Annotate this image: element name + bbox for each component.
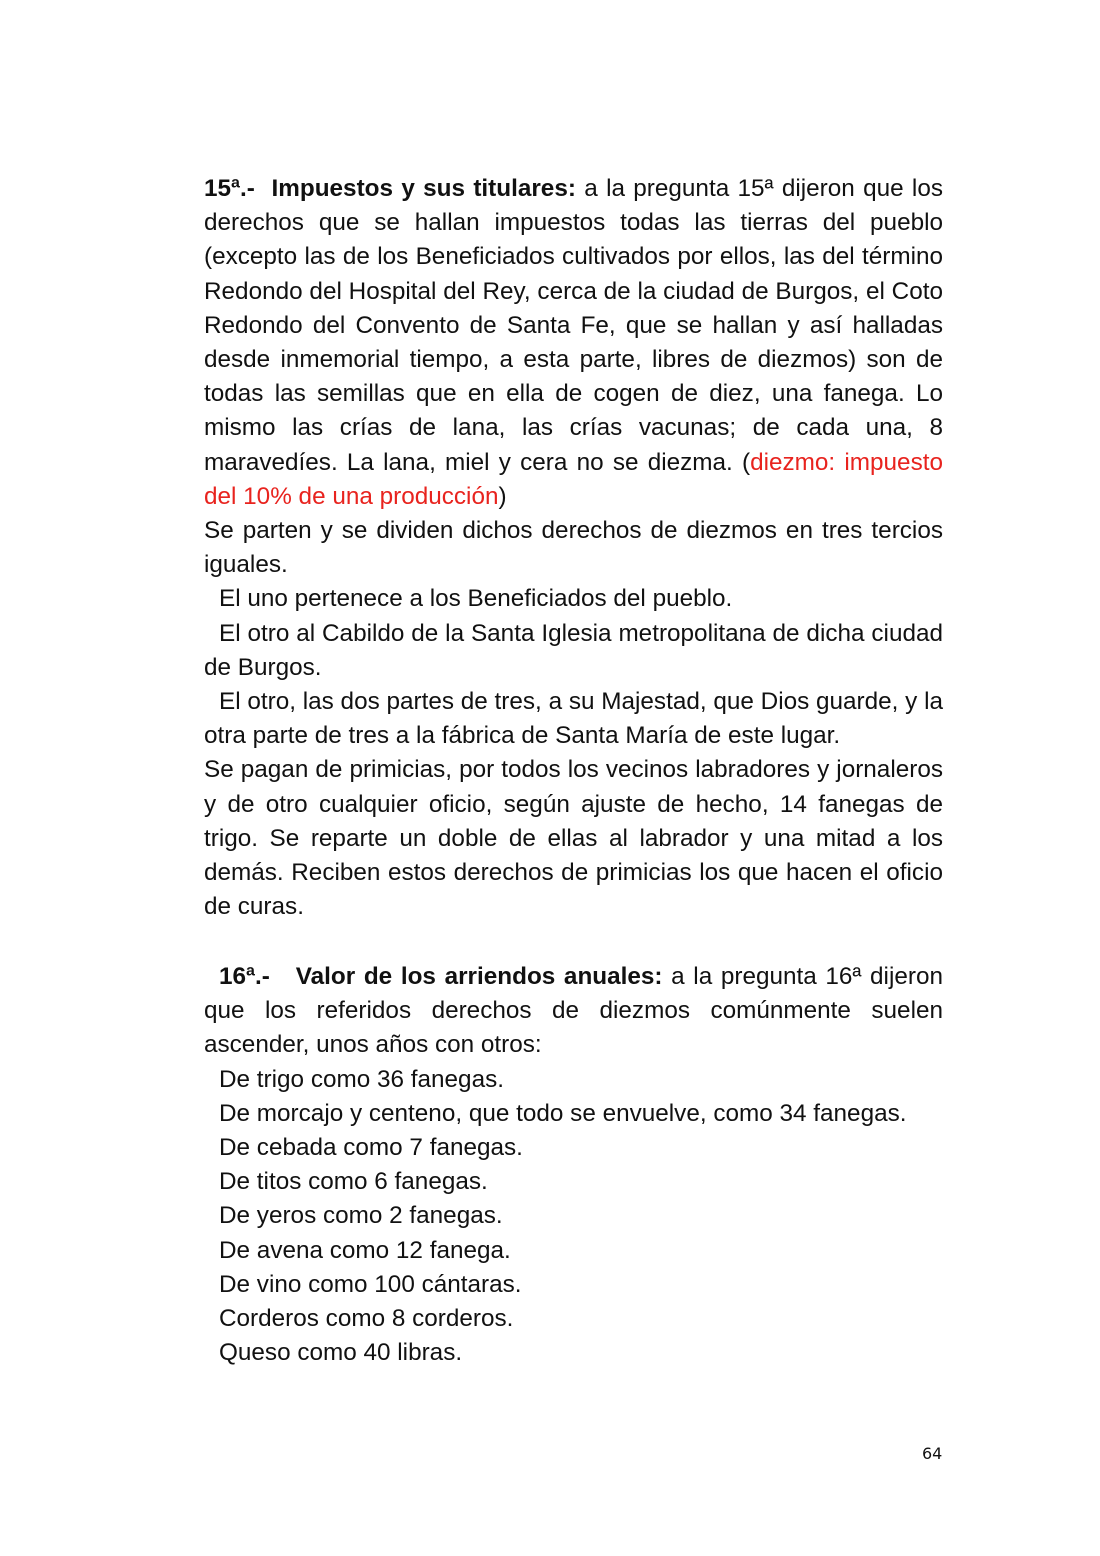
section-16: [204, 960, 943, 1370]
section-15-division-paragraph: Se parten y se dividen dichos derechos de diezmos en tres tercios iguales.: [204, 517, 943, 579]
section-16-intro-text: a la pregunta 16ª dijeron que los referidos derechos de diezmos comúnmente suelen ascender, unos años con otros:: [204, 963, 943, 1059]
list-item: De cebada como 7 fanegas.: [219, 1134, 523, 1162]
list-item: De vino como 100 cántaras.: [219, 1270, 522, 1298]
section-16-intro-paragraph: [204, 960, 943, 1063]
list-item: De avena como 12 fanega.: [219, 1236, 511, 1264]
section-15-third-2: El otro al Cabildo de la Santa Iglesia metropolitana de dicha ciudad de Burgos.: [204, 619, 943, 681]
section-16-number: 16ª.-: [219, 963, 270, 990]
list-item: De morcajo y centeno, que todo se envuelve, como 34 fanegas.: [219, 1099, 907, 1127]
diezmo-definition-note: diezmo: impuesto del 10% de una producción: [204, 448, 943, 510]
list-item: Queso como 40 libras.: [219, 1339, 463, 1367]
section-15: [204, 172, 943, 924]
section-16-heading: Valor de los arriendos anuales:: [295, 963, 663, 990]
page-number: 64: [922, 1444, 943, 1463]
section-15-heading: Impuestos y sus titulares:: [271, 175, 576, 202]
list-item: De titos como 6 fanegas.: [219, 1168, 488, 1196]
section-15-intro-text: a la pregunta 15ª dijeron que los derechos que se hallan impuestos todas las tierras del pueblo (excepto las de los Beneficiados cultivados por ellos, las del término Redondo del Hospital del Rey, cerca de la ciudad de Burgos, el Coto Redondo del Convento de Santa Fe, que se hallan y así halladas desde inmemorial tiempo, a esta parte, libres de diezmos) son de todas las semillas que en ella de cogen de diez, una fanega. Lo mismo las crías de lana, las crías vacunas; de cada una, 8 maravedíes. La lana, miel y cera no se diezma. (: [204, 175, 943, 476]
section-15-note-close: ): [498, 482, 507, 510]
section-15-primicias-paragraph: Se pagan de primicias, por todos los vecinos labradores y jornaleros y de otro cualquier oficio, según ajuste de hecho, 14 fanegas de trigo. Se reparte un doble de ellas al labrador y una mitad a los demás. Reciben estos derechos de primicias los que hacen el oficio de curas.: [204, 756, 943, 921]
list-item: Corderos como 8 corderos.: [219, 1305, 514, 1333]
section-15-number: 15ª.-: [204, 175, 255, 202]
list-item: De trigo como 36 fanegas.: [219, 1065, 504, 1093]
section-15-third-3: El otro, las dos partes de tres, a su Majestad, que Dios guarde, y la otra parte de tres a la fábrica de Santa María de este lugar.: [204, 688, 943, 750]
section-15-intro-paragraph: [204, 172, 943, 514]
section-15-third-1: El uno pertenece a los Beneficiados del pueblo.: [219, 585, 733, 613]
list-item: De yeros como 2 fanegas.: [219, 1202, 503, 1230]
